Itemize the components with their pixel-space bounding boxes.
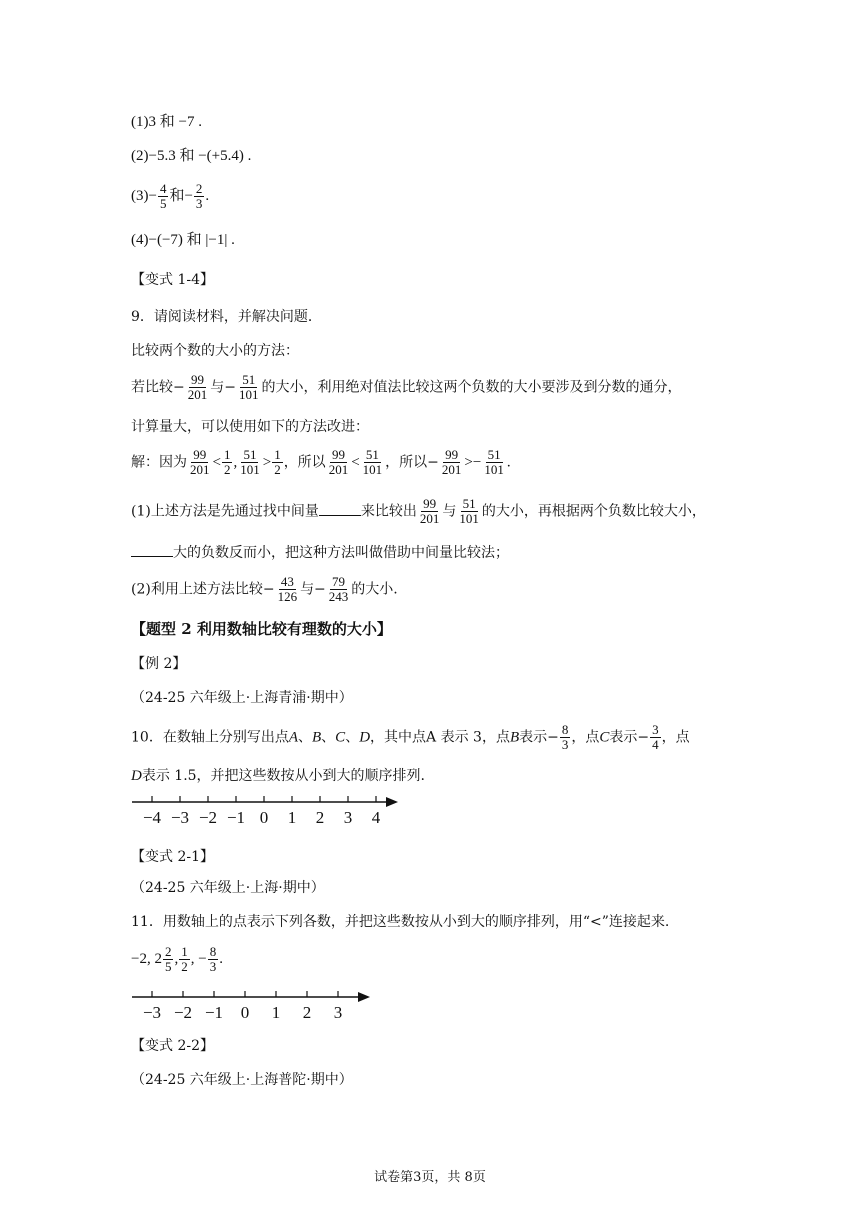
tick-label: 2 [315, 808, 325, 827]
item-4: (4)−(−7) 和 |−1| . [131, 232, 235, 248]
q9-solution: 解：因为 $\frac{99}{201}$ < $\frac{1}{2}$ , $\frac{51}{101}$ > $\frac{1}{2}$ ，所以 $\frac{99}{201}$ < $\frac{51}{101}$ ，所以− $\frac{99}{201}$ >− $\frac{51}{101}$ . [131, 447, 511, 477]
question-10: 10．在数轴上分别写出点A、B、C、D，其中点A 表示 3，点B表示− $\frac{8}{3}$ ，点C表示− $\frac{3}{4}$ ，点 [131, 722, 690, 752]
item-3: (3)− $\frac{4}{5}$ 和− $\frac{2}{3}$ . [131, 181, 210, 211]
q9-line2: 计算量大，可以使用如下的方法改进： [131, 419, 369, 435]
tick-label: 1 [271, 1003, 281, 1022]
question-11: 11．用数轴上的点表示下列各数，并把这些数按从小到大的顺序排列，用“<”连接起来. [131, 914, 670, 930]
source-label: （24-25 六年级上·上海青浦·期中） [131, 690, 353, 706]
variant-label: 【变式 2-2】 [131, 1038, 214, 1054]
q9-part1-cont: 大的负数反而小，把这种方法叫做借助中间量比较法； [131, 542, 509, 563]
arrow-icon [358, 992, 370, 1002]
arrow-icon [386, 797, 398, 807]
item-1: (1)3 和 −7 . [131, 114, 202, 130]
source-label: （24-25 六年级上·上海普陀·期中） [131, 1072, 353, 1088]
tick-label: 0 [259, 808, 269, 827]
question-9-intro: 9．请阅读材料，并解决问题． [131, 309, 322, 325]
tick-label: −3 [170, 808, 190, 827]
tick-label: 0 [240, 1003, 250, 1022]
tick-label: −3 [142, 1003, 162, 1022]
answer-blank [131, 542, 173, 557]
question-10-cont: D表示 1.5，并把这些数按从小到大的顺序排列. [131, 768, 426, 784]
q9-line1: 若比较− $\frac{99}{201}$ 与− $\frac{51}{101}$ 的大小，利用绝对值法比较这两个负数的大小要涉及到分数的通分， [131, 372, 682, 402]
q11-numbers: −2, 2 $\frac{2}{5}$ , $\frac{1}{2}$ , − $\frac{8}{3}$ . [131, 944, 223, 974]
page-footer: 试卷第3页，共 8页 [374, 1170, 486, 1185]
number-line-2 [128, 985, 378, 1025]
q9-part1: (1)上述方法是先通过找中间量 来比较出 $\frac{99}{201}$ 与 $\frac{51}{101}$ 的大小，再根据两个负数比较大小， [131, 496, 706, 526]
example-label: 【例 2】 [131, 656, 187, 672]
tick-label: −2 [173, 1003, 193, 1022]
tick-label: −2 [198, 808, 218, 827]
tick-label: 1 [287, 808, 297, 827]
variant-label: 【变式 2-1】 [131, 849, 214, 865]
tick-label: −1 [226, 808, 246, 827]
tick-label: 2 [302, 1003, 312, 1022]
tick-label: 4 [371, 808, 381, 827]
tick-label: 3 [333, 1003, 343, 1022]
tick-label: −4 [142, 808, 162, 827]
type2-heading: 【题型 2 利用数轴比较有理数的大小】 [131, 620, 392, 638]
tick-label: −1 [204, 1003, 224, 1022]
tick-label: 3 [343, 808, 353, 827]
fraction: $\frac{99}{201}$ [187, 372, 208, 402]
answer-blank [319, 501, 361, 516]
source-label: （24-25 六年级上·上海·期中） [131, 880, 325, 896]
item-2: (2)−5.3 和 −(+5.4) . [131, 148, 252, 164]
fraction: $\frac{51}{101}$ [238, 372, 259, 402]
q9-part2: (2)利用上述方法比较− $\frac{43}{126}$ 与− $\frac{79}{243}$ 的大小. [131, 574, 398, 604]
method-title: 比较两个数的大小的方法： [131, 343, 299, 359]
fraction: $\frac{4}{5}$ [159, 181, 167, 211]
variant-label: 【变式 1-4】 [131, 272, 214, 288]
fraction: $\frac{2}{3}$ [195, 181, 203, 211]
number-line-1 [128, 790, 408, 830]
